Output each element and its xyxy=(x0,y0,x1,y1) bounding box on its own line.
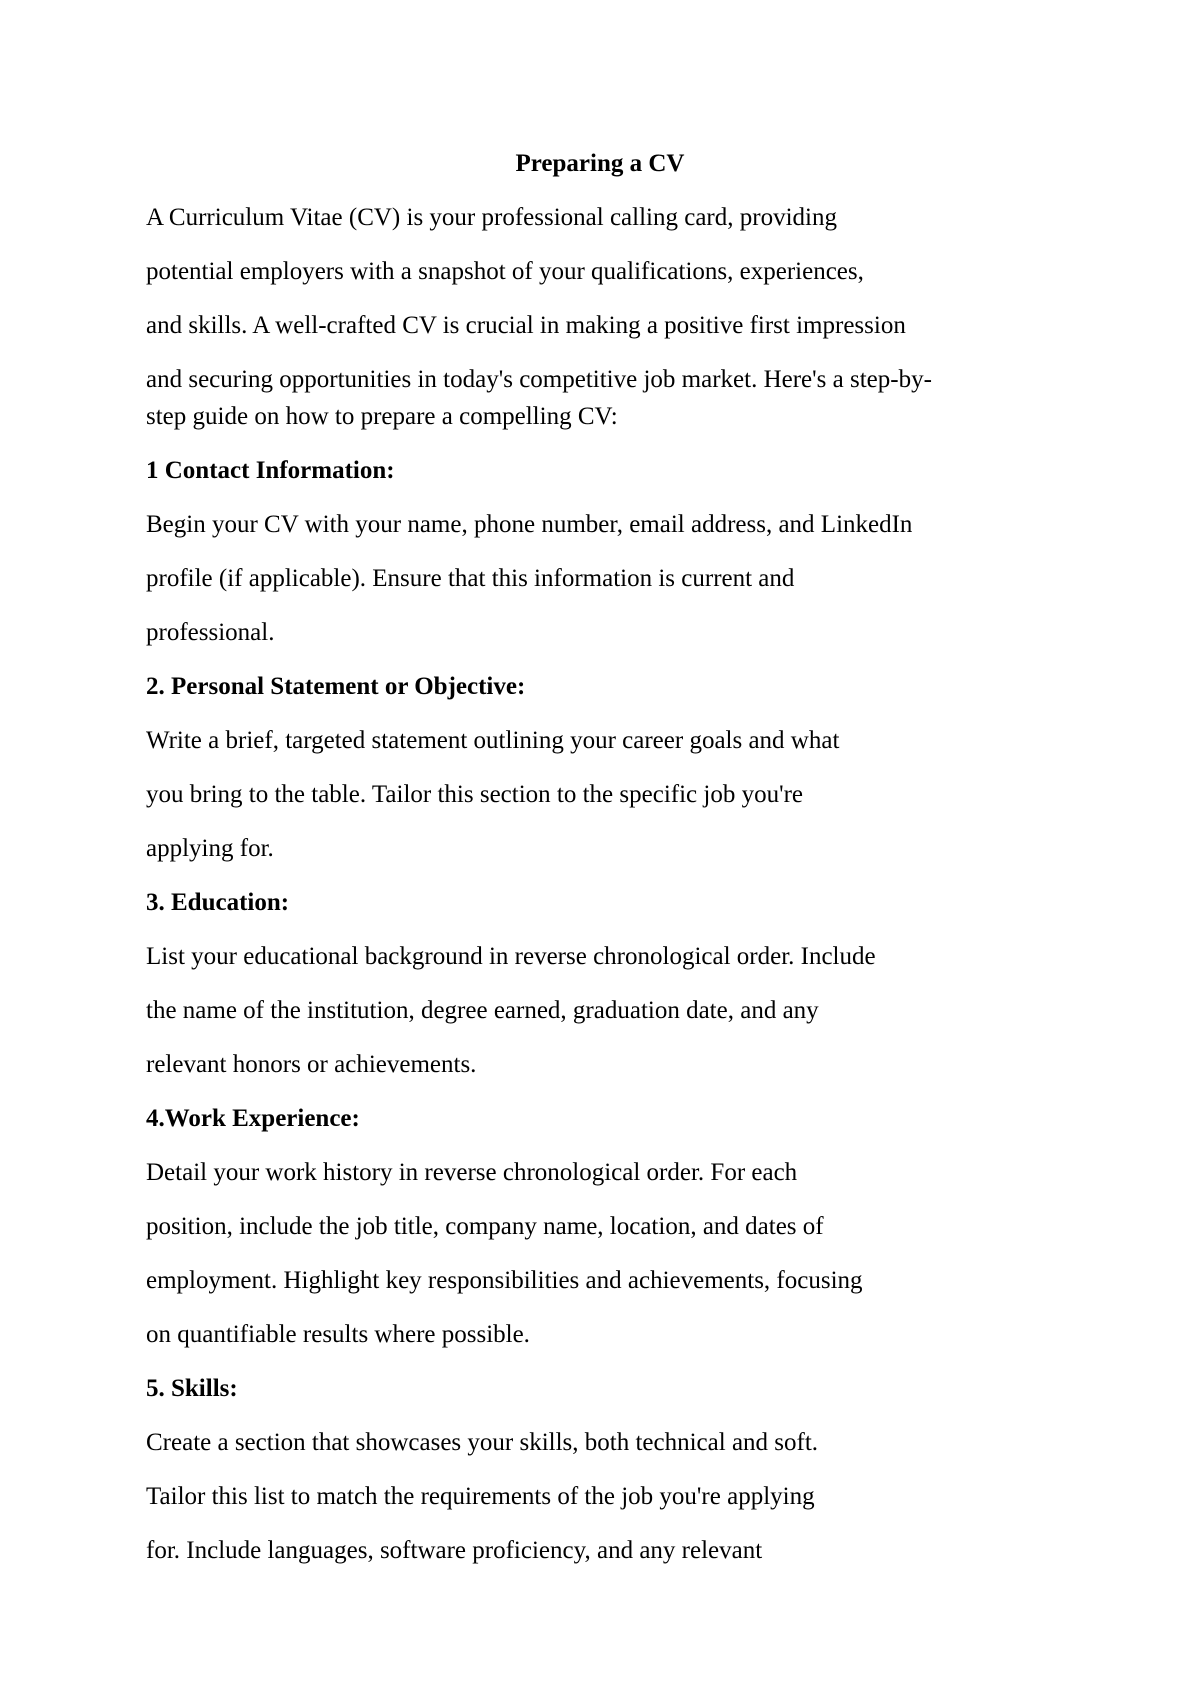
section-heading-work-experience: 4.Work Experience: xyxy=(146,1105,360,1132)
intro-line-4: and securing opportunities in today's competitive job market. Here's a step-by- xyxy=(146,366,932,393)
skills-line-1: Create a section that showcases your skills, both technical and soft. xyxy=(146,1429,819,1456)
intro-line-2: potential employers with a snapshot of your qualifications, experiences, xyxy=(146,258,864,285)
statement-line-2: you bring to the table. Tailor this section to the specific job you're xyxy=(146,781,804,808)
intro-line-5: step guide on how to prepare a compelling CV: xyxy=(146,403,618,430)
section-heading-contact: 1 Contact Information: xyxy=(146,457,395,484)
contact-line-1: Begin your CV with your name, phone number, email address, and LinkedIn xyxy=(146,511,913,538)
education-line-2: the name of the institution, degree earned, graduation date, and any xyxy=(146,997,819,1024)
skills-line-2: Tailor this list to match the requirements of the job you're applying xyxy=(146,1483,815,1510)
section-heading-education: 3. Education: xyxy=(146,889,290,916)
contact-line-2: profile (if applicable). Ensure that this information is current and xyxy=(146,565,795,592)
work-line-2: position, include the job title, company name, location, and dates of xyxy=(146,1213,824,1240)
intro-line-1: A Curriculum Vitae (CV) is your professional calling card, providing xyxy=(146,204,837,231)
section-heading-skills: 5. Skills: xyxy=(146,1375,238,1402)
contact-line-3: professional. xyxy=(146,619,275,646)
work-line-4: on quantifiable results where possible. xyxy=(146,1321,530,1348)
work-line-3: employment. Highlight key responsibilities and achievements, focusing xyxy=(146,1267,863,1294)
education-line-1: List your educational background in reverse chronological order. Include xyxy=(146,943,876,970)
intro-line-3: and skills. A well-crafted CV is crucial in making a positive first impression xyxy=(146,312,906,339)
section-heading-statement: 2. Personal Statement or Objective: xyxy=(146,673,526,700)
skills-line-3: for. Include languages, software proficiency, and any relevant xyxy=(146,1537,763,1564)
work-line-1: Detail your work history in reverse chronological order. For each xyxy=(146,1159,798,1186)
statement-line-1: Write a brief, targeted statement outlining your career goals and what xyxy=(146,727,840,754)
education-line-3: relevant honors or achievements. xyxy=(146,1051,477,1078)
document-title: Preparing a CV xyxy=(515,150,685,177)
statement-line-3: applying for. xyxy=(146,835,274,862)
